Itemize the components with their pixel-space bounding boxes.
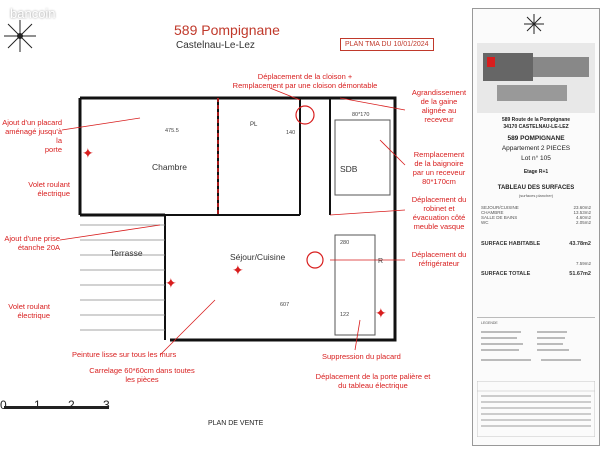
annotation-carrelage: Carrelage 60*60cm dans toutes les pièces <box>89 366 195 384</box>
annotation-peinture: Peinture lisse sur tous les murs <box>72 350 177 359</box>
scale-tick: 3 <box>103 398 110 412</box>
room-placard: PL <box>250 122 258 128</box>
legend-title: LEGENDE <box>481 321 498 325</box>
compass-icon <box>523 13 545 40</box>
room-terrasse: Terrasse <box>110 248 143 258</box>
plan-stamp: PLAN TMA DU 10/01/2024 <box>340 38 434 51</box>
scale-bar <box>0 396 120 410</box>
info-panel <box>472 8 600 446</box>
address-line-2: 34170 CASTELNAU-LE-LEZ <box>503 124 569 130</box>
surfaces-title: TABLEAU DES SURFACES <box>497 185 575 191</box>
divider <box>477 317 595 318</box>
plan-caption: PLAN DE VENTE <box>208 420 264 427</box>
table-row: CHAMBRE 13.53m2 <box>481 210 591 215</box>
scale-tick: 1 <box>34 398 41 412</box>
svg-text:✦: ✦ <box>232 262 244 278</box>
legend-block <box>481 329 591 369</box>
surface-exterior-value: 7.59m2 <box>575 261 591 266</box>
annotation-placard: Ajout d'un placard aménagé jusqu'à la porte <box>2 118 62 154</box>
scale-tick: 2 <box>68 398 75 412</box>
title-block <box>477 381 595 437</box>
annotation-volet-roulant-1: Volet roulant électrique <box>28 180 70 198</box>
scale-tick: 0 <box>0 398 7 412</box>
dimension-label: 80*170 <box>352 112 370 118</box>
svg-text:✦: ✦ <box>82 145 94 161</box>
annotation-prise: Ajout d'une prise étanche 20A <box>4 234 60 252</box>
lot-number: Lot n° 105 <box>521 155 551 162</box>
annotation-suppression: Suppression du placard <box>322 352 401 361</box>
table-row: WC 2.05m2 <box>481 220 591 225</box>
watermark-text: bancoin <box>10 6 56 21</box>
annotation-robinet: Déplacement du robinet et évacuation côté meuble vasque <box>411 195 467 231</box>
dimension-label: 140 <box>286 130 296 136</box>
room-sejour-cuisine: Séjour/Cuisine <box>230 252 286 262</box>
annotation-volet-roulant-2: Volet roulant électrique <box>8 302 50 320</box>
annotation-baignoire: Remplacement de la baignoire par un receveur 80*170cm <box>412 150 466 186</box>
dimension-label: 475.5 <box>165 128 179 134</box>
annotation-porte: Déplacement de la porte palière et du tableau électrique <box>315 372 431 390</box>
annotation-gaine: Agrandissement de la gaine alignée au receveur <box>411 88 467 124</box>
room-chambre: Chambre <box>152 162 187 172</box>
dimension-label: 607 <box>280 302 290 308</box>
surfaces-subtitle: (surfaces plancher) <box>518 193 554 198</box>
room-sdb: SDB <box>340 164 358 174</box>
svg-text:✦: ✦ <box>165 275 177 291</box>
surfaces-table <box>481 205 591 225</box>
location-plan-thumbnail <box>477 43 595 113</box>
svg-text:✦: ✦ <box>375 305 387 321</box>
program-name: 589 POMPIGNANE <box>507 135 565 142</box>
dimension-label: R <box>378 258 384 265</box>
floor-label: Etage R+1 <box>523 169 549 175</box>
dimension-label: 122 <box>340 312 350 318</box>
table-row: SALLE DE BAINS 4.60m2 <box>481 215 591 220</box>
annotation-refrigerateur: Déplacement du réfrigérateur <box>411 250 467 268</box>
surface-totale-row: SURFACE TOTALE 51.67m2 <box>481 271 591 277</box>
dimension-label: 280 <box>340 240 350 246</box>
table-row: SEJOUR/CUISINE 23.60m2 <box>481 205 591 210</box>
annotation-cloison: Déplacement de la cloison + Remplacement par une cloison démontable <box>232 72 378 90</box>
address-line-1: 589 Route de la Pompignane <box>501 117 571 123</box>
city-label: Castelnau-Le-Lez <box>176 40 255 51</box>
unit-type: Appartement 2 PIECES <box>501 145 571 152</box>
surface-habitable-row: SURFACE HABITABLE 43.78m2 <box>481 241 591 247</box>
page-title: 589 Pompignane <box>174 22 280 38</box>
